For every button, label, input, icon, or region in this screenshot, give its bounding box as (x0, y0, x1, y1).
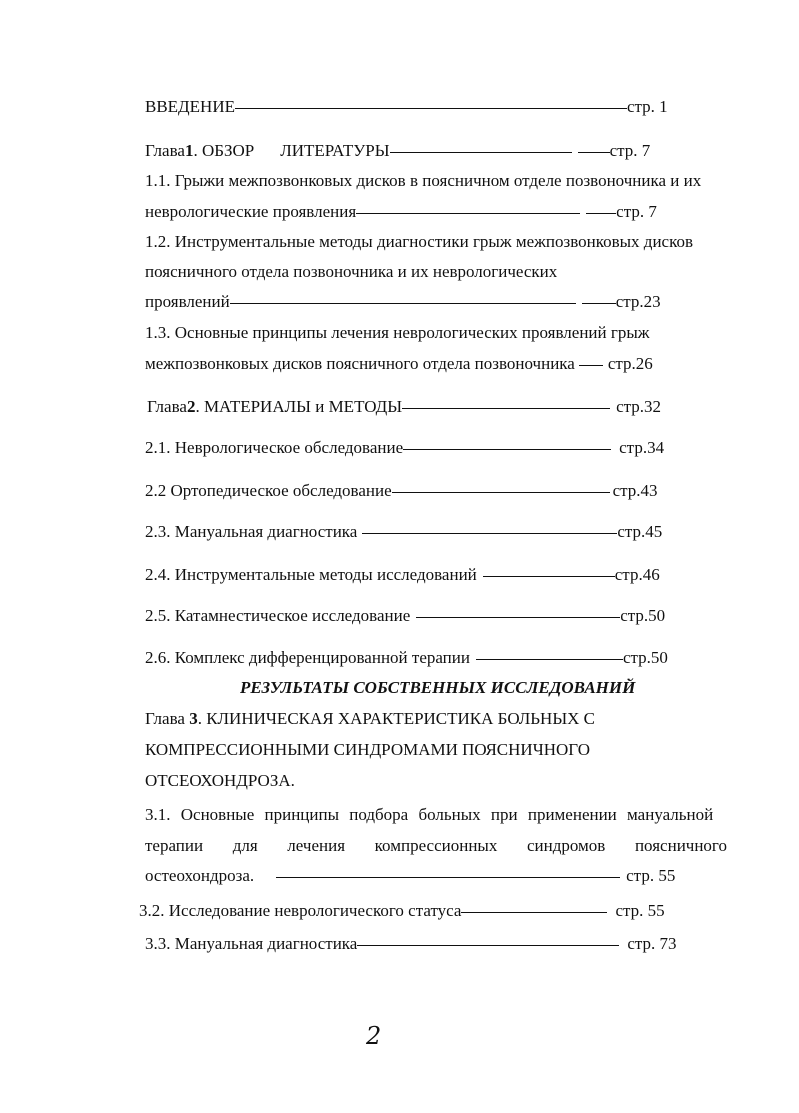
leader-line (416, 616, 620, 618)
section-label: 3.3. Мануальная диагностика (145, 934, 358, 953)
leader-line (582, 302, 616, 304)
toc-chapter-3-line2: КОМПРЕССИОННЫМИ СИНДРОМАМИ ПОЯСНИЧНОГО (145, 740, 590, 759)
section-label: неврологические проявления (145, 202, 357, 221)
word: синдромов (526, 836, 606, 855)
toc-section-2-4 (145, 565, 660, 585)
chapter-title-part2: ЛИТЕРАТУРЫ (280, 141, 390, 160)
leader-line (230, 302, 576, 304)
leader-line (579, 364, 603, 366)
chapter-title: . МАТЕРИАЛЫ и МЕТОДЫ (195, 397, 403, 416)
leader-line (476, 658, 623, 660)
word: терапии (145, 836, 204, 855)
section-page: стр.26 (607, 354, 653, 373)
leader-line (578, 151, 610, 153)
section-label: 2.2 Ортопедическое обследование (145, 481, 392, 500)
leader-line (356, 212, 580, 214)
toc-section-3-1 (145, 866, 675, 886)
toc-section-1-2-line2: поясничного отдела позвоночника и их неврологических (145, 262, 558, 281)
toc-chapter-1 (145, 141, 650, 161)
toc-section-1-2 (145, 292, 661, 312)
chapter-number: 3 (189, 709, 198, 728)
toc-section-2-1 (145, 438, 664, 458)
toc-section-2-5 (145, 606, 665, 626)
section-page: стр.23 (615, 292, 661, 311)
chapter-number: 2 (186, 397, 196, 416)
leader-line (586, 212, 616, 214)
leader-line (357, 944, 619, 946)
toc-section-2-6 (145, 648, 668, 668)
toc-intro (145, 97, 668, 117)
toc-section-2-2 (145, 481, 658, 501)
leader-line (362, 532, 617, 534)
word: для (232, 836, 258, 855)
toc-intro-label: ВВЕДЕНИЕ (145, 97, 235, 116)
results-heading: РЕЗУЛЬТАТЫ СОБСТВЕННЫХ ИССЛЕДОВАНИЙ (240, 678, 636, 697)
section-label: 2.6. Комплекс дифференцированной терапии (145, 648, 470, 667)
toc-section-1-1-line1: 1.1. Грыжи межпозвонковых дисков в поясничном отделе позвоночника и их (145, 171, 702, 190)
toc-section-1-3-line1: 1.3. Основные принципы лечения неврологических проявлений грыж (145, 323, 650, 342)
section-label: 3.1. Основные принципы подбора больных при применении мануальной (145, 805, 714, 824)
chapter-number: 1 (184, 141, 194, 160)
leader-line (276, 876, 620, 878)
section-page: стр.46 (614, 565, 660, 584)
section-label: 2.4. Инструментальные методы исследований (145, 565, 477, 584)
section-label: 2.5. Катамнестическое исследование (145, 606, 411, 625)
toc-section-1-3 (145, 354, 653, 374)
toc-section-3-2 (139, 901, 665, 921)
section-page: стр.34 (619, 438, 665, 457)
toc-chapter-2 (147, 397, 661, 417)
section-label: 2.1. Неврологическое обследование (145, 438, 404, 457)
section-page: стр. 55 (615, 901, 665, 920)
toc-section-1-2-line1: 1.2. Инструментальные методы диагностики грыж межпозвонковых дисков (145, 232, 694, 251)
word: лечения (287, 836, 346, 855)
section-label: остеохондроза. (145, 866, 255, 885)
toc-section-3-1-line2 (145, 836, 727, 856)
toc-chapter-3-line3: ОТСЕОХОНДРОЗА. (145, 771, 295, 790)
leader-line (461, 911, 607, 913)
chapter-page: стр.32 (616, 397, 662, 416)
chapter-title: . ОБЗОР (193, 141, 255, 160)
section-label: 3.2. Исследование неврологического статуса (139, 901, 462, 920)
section-page: стр. 55 (626, 866, 676, 885)
leader-line (390, 151, 572, 153)
toc-section-3-1-line1 (145, 805, 727, 825)
section-page: стр.45 (617, 522, 663, 541)
leader-line (392, 491, 610, 493)
leader-line (235, 107, 627, 109)
chapter-prefix: Глава (145, 709, 190, 728)
word: поясничного (634, 836, 727, 855)
toc-section-2-3 (145, 522, 662, 542)
toc-section-1-1 (145, 202, 657, 222)
section-page: стр. 7 (616, 202, 657, 221)
section-page: стр.50 (620, 606, 666, 625)
section-label: межпозвонковых дисков поясничного отдела позвоночника (145, 354, 575, 373)
chapter-title: . КЛИНИЧЕСКАЯ ХАРАКТЕРИСТИКА БОЛЬНЫХ С (197, 709, 596, 728)
section-page: стр.43 (612, 481, 658, 500)
section-label: 2.3. Мануальная диагностика (145, 522, 358, 541)
section-page: стр. 73 (627, 934, 677, 953)
chapter-prefix: Глава (145, 141, 185, 160)
leader-line (483, 575, 615, 577)
word: компрессионных (374, 836, 498, 855)
toc-intro-page: стр. 1 (626, 97, 668, 116)
leader-line (402, 407, 610, 409)
page-number: 2 (366, 1022, 382, 1050)
toc-chapter-3-line1 (145, 709, 595, 729)
section-label: проявлений (145, 292, 230, 311)
leader-line (403, 448, 611, 450)
chapter-page: стр. 7 (609, 141, 651, 160)
section-page: стр.50 (622, 648, 668, 667)
toc-section-3-3 (145, 934, 677, 954)
chapter-prefix: Глава (147, 397, 187, 416)
